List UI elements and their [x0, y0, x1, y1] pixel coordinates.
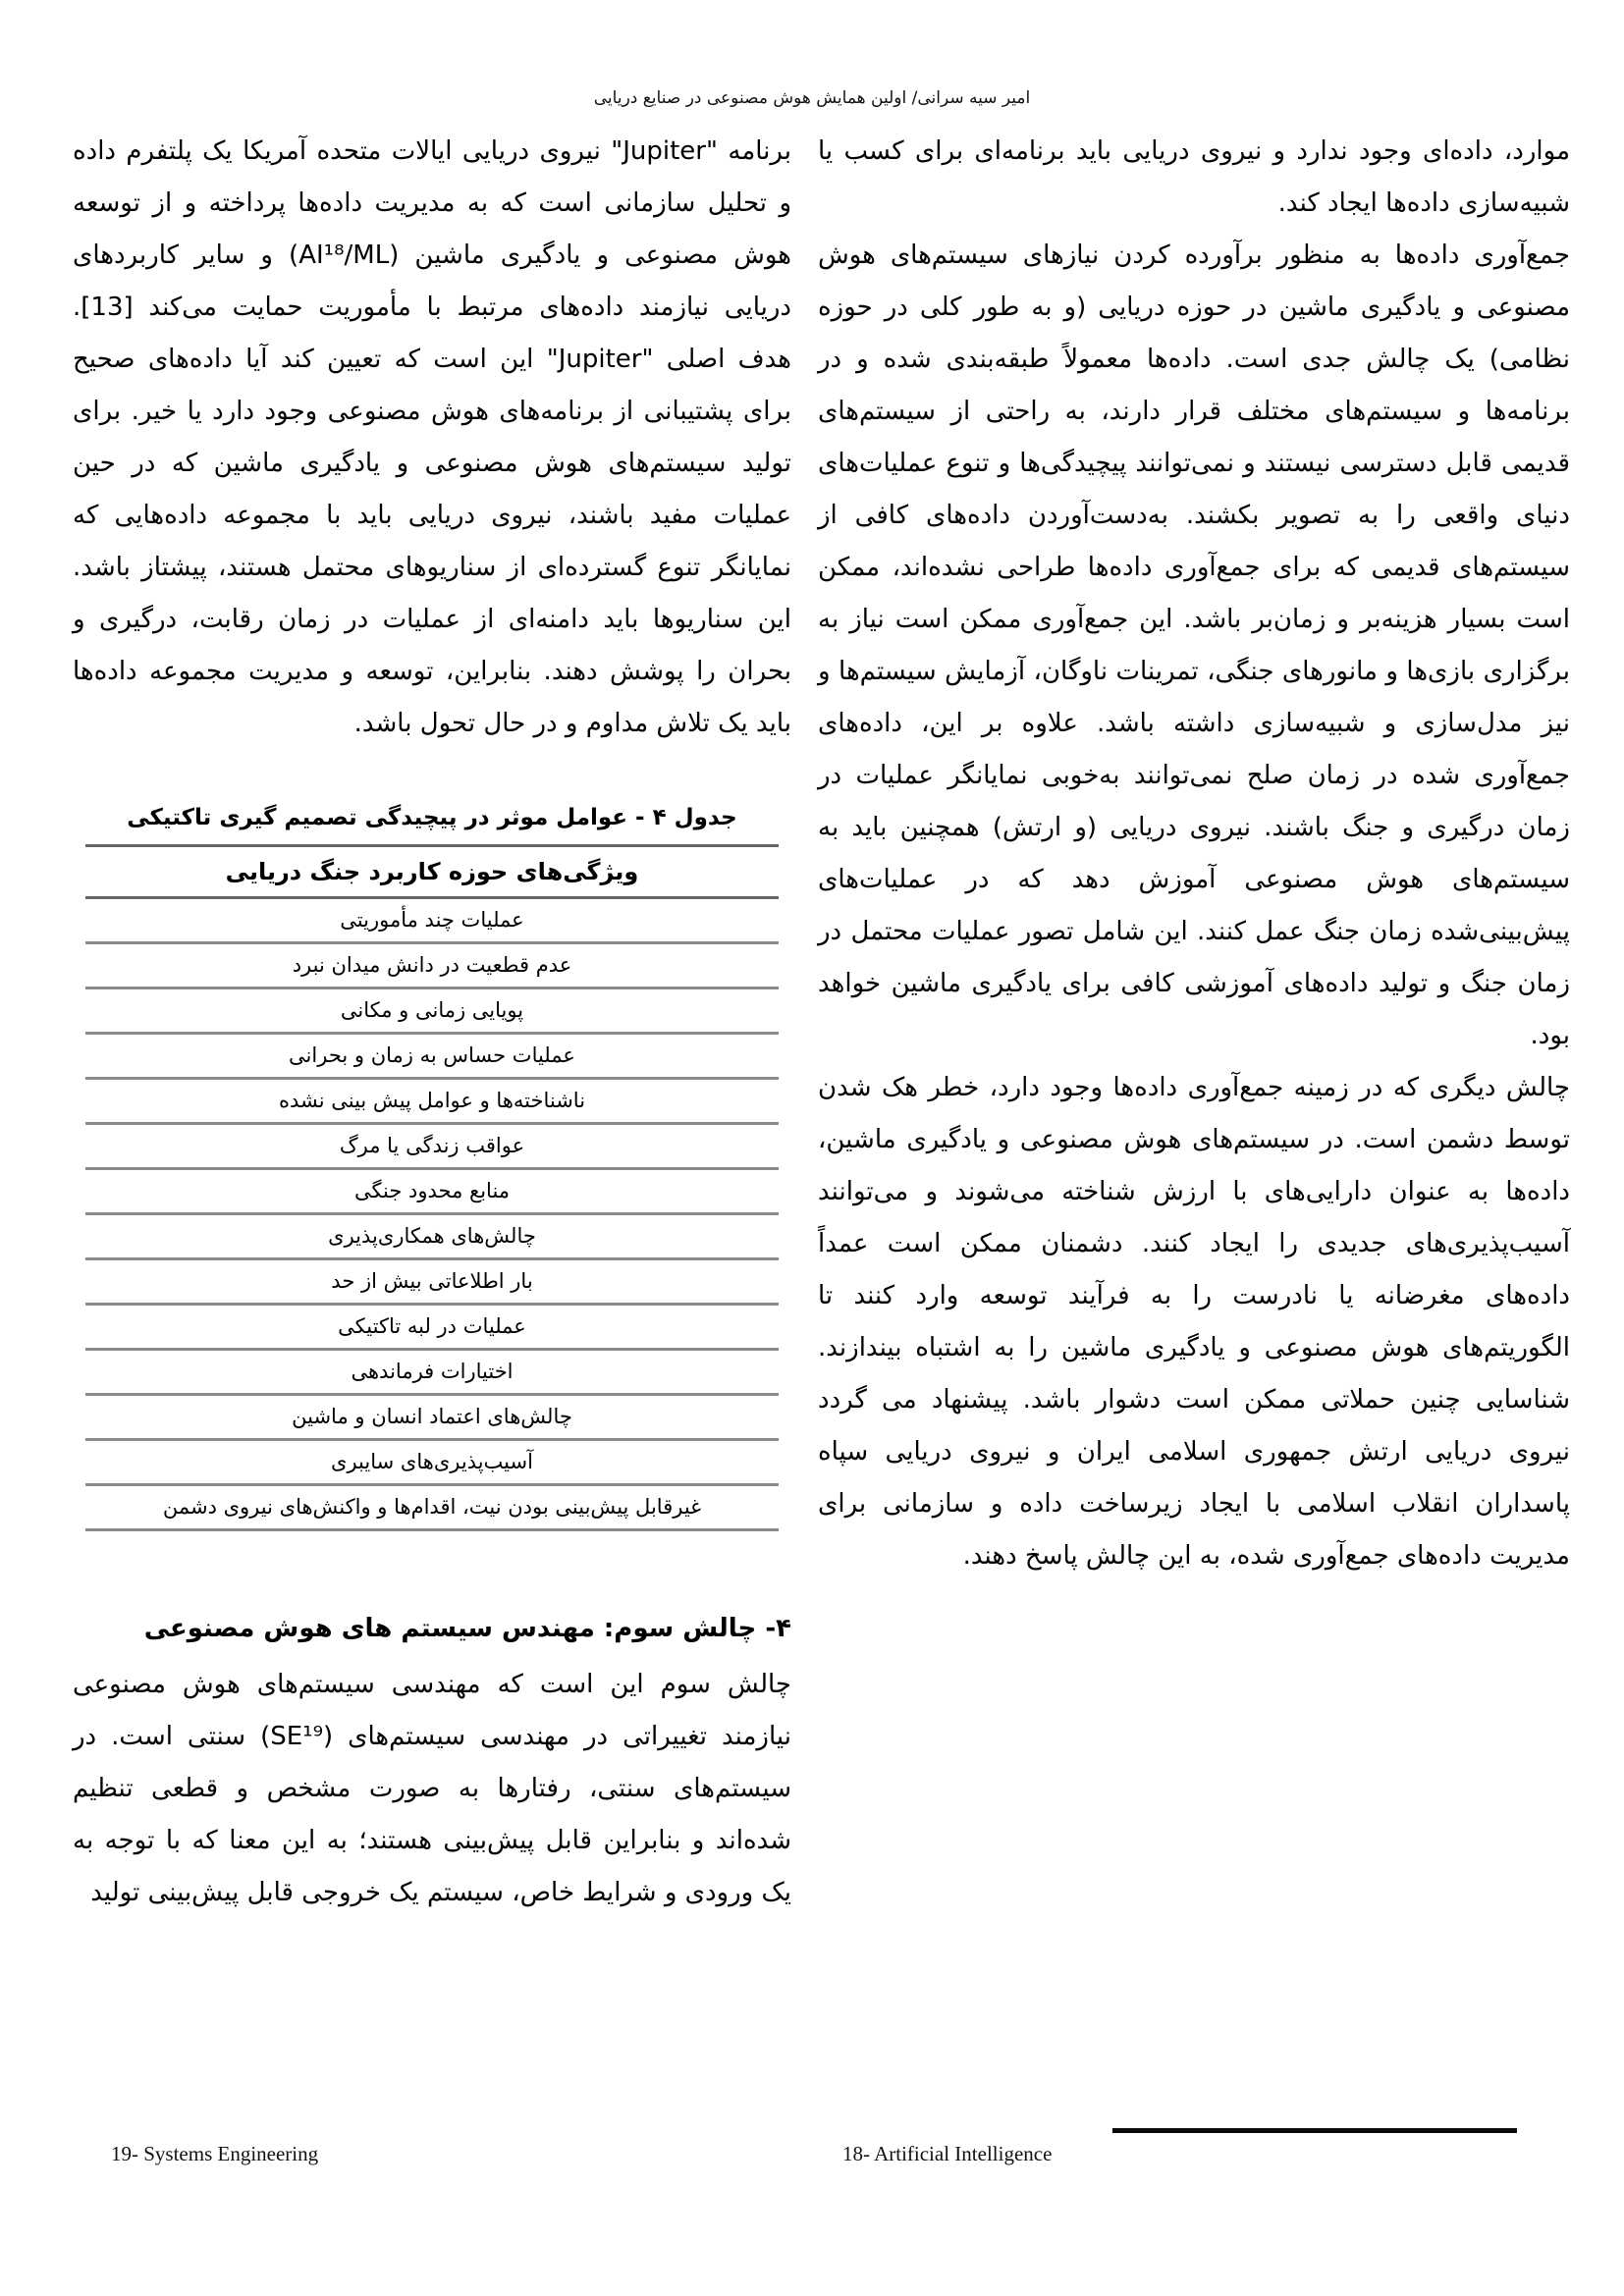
table-row: ناشناخته‌ها و عوامل پیش بینی نشده	[85, 1080, 779, 1125]
footnote-separator-rule	[1112, 2128, 1517, 2133]
table-row: منابع محدود جنگی	[85, 1170, 779, 1215]
table-row: بار اطلاعاتی بیش از حد	[85, 1260, 779, 1306]
table-row: عواقب زندگی یا مرگ	[85, 1125, 779, 1170]
table-row: اختیارات فرماندهی	[85, 1351, 779, 1396]
section-heading: ۴- چالش سوم: مهندس سیستم های هوش مصنوعی	[143, 1614, 791, 1643]
table-row: عملیات چند مأموریتی	[85, 899, 779, 944]
table-row: عدم قطعیت در دانش میدان نبرد	[85, 944, 779, 989]
table-row: چالش‌های اعتماد انسان و ماشین	[85, 1396, 779, 1441]
right-column	[818, 126, 1570, 1582]
running-header: امیر سیه سرانی/ اولین همایش هوش مصنوعی در صنایع دریایی	[593, 88, 1031, 108]
table	[85, 844, 779, 1531]
paragraph: جمع‌آوری داده‌ها به منظور برآورده کردن نیازهای سیستم‌های هوش مصنوعی و یادگیری ماشین در حوزه دریایی (و به طور کلی در حوزه نظامی) یک چالش جدی است. داده‌ها معمولاً طبقه‌بندی شده و در برنامه‌ها و سیستم‌های مختلف قرار دارند، به راحتی از سیستم‌های قدیمی قابل دسترسی نیستند و نمی‌توانند پیچیدگی‌ها و تنوع عملیات‌های دنیای واقعی را به تصویر بکشند. به‌دست‌آوردن داده‌های کافی از سیستم‌های قدیمی که برای جمع‌آوری داده‌ها طراحی نشده‌اند، ممکن است بسیار هزینه‌بر و زمان‌بر باشد. این جمع‌آوری ممکن است نیاز به برگزاری بازی‌ها و مانورهای جنگی، تمرینات ناوگان، آزمایش سیستم‌ها و نیز مدل‌سازی و شبیه‌سازی داشته باشد. علاوه بر این، داده‌های جمع‌آوری شده در زمان صلح نمی‌توانند به‌خوبی نمایانگر عملیات در زمان درگیری و جنگ باشند. نیروی دریایی (و ارتش) همچنین باید به سیستم‌های هوش مصنوعی آموزش دهد که در عملیات‌های پیش‌بینی‌شده زمان جنگ عمل کنند. این شامل تصور عملیات محتمل در زمان جنگ و تولید داده‌های آموزشی کافی برای یادگیری ماشین خواهد بود.	[818, 240, 1570, 1050]
footnote-19: 19- Systems Engineering	[111, 2142, 319, 2165]
paragraph: چالش دیگری که در زمینه جمع‌آوری داده‌ها وجود دارد، خطر هک شدن توسط دشمن است. در سیستم‌های هوش مصنوعی و یادگیری ماشین، داده‌ها به عنوان دارایی‌های با ارزش شناخته می‌شوند و می‌توانند آسیب‌پذیری‌های جدیدی را ایجاد کنند. دشمنان ممکن است عمداً داده‌های مغرضانه یا نادرست را به فرآیند توسعه وارد کنند تا الگوریتم‌های هوش مصنوعی و یادگیری ماشین را به اشتباه بیندازند. شناسایی چنین حملاتی ممکن است دشوار باشد. پیشنهاد می گردد نیروی دریایی ارتش جمهوری اسلامی ایران و نیروی دریایی سپاه پاسداران انقلاب اسلامی با ایجاد زیرساخت داده و سازمانی برای مدیریت داده‌های جمع‌آوری شده، به این چالش پاسخ دهند.	[818, 1073, 1570, 1571]
left-column	[73, 126, 791, 1919]
footnote-18: 18- Artificial Intelligence	[842, 2142, 1053, 2165]
table-row: عملیات در لبه تاکتیکی	[85, 1306, 779, 1351]
table-row: پویایی زمانی و مکانی	[85, 989, 779, 1035]
table-header: ویژگی‌های حوزه کاربرد جنگ دریایی	[85, 847, 779, 899]
paragraph: چالش سوم این است که مهندسی سیستم‌های هوش مصنوعی نیازمند تغییراتی در مهندسی سیستم‌های (SE¹⁹) سنتی است. در سیستم‌های سنتی، رفتارها به صورت مشخص و قطعی تنظیم شده‌اند و بنابراین قابل پیش‌بینی هستند؛ به این معنا که با توجه به یک ورودی و شرایط خاص، سیستم یک خروجی قابل پیش‌بینی تولید	[73, 1670, 791, 1907]
table-row: آسیب‌پذیری‌های سایبری	[85, 1441, 779, 1486]
table-4	[85, 801, 779, 1531]
paragraph: موارد، داده‌ای وجود ندارد و نیروی دریایی باید برنامه‌ای برای کسب یا شبیه‌سازی داده‌ها ایجاد کند.	[818, 136, 1570, 218]
table-row: غیرقابل پیش‌بینی بودن نیت، اقدام‌ها و واکنش‌های نیروی دشمن	[85, 1486, 779, 1531]
table-row: چالش‌های همکاری‌پذیری	[85, 1215, 779, 1260]
table-row: عملیات حساس به زمان و بحرانی	[85, 1035, 779, 1080]
paragraph: برنامه "Jupiter" نیروی دریایی ایالات متحده آمریکا یک پلتفرم داده و تحلیل سازمانی است که به مدیریت داده‌ها پرداخته و از توسعه هوش مصنوعی و یادگیری ماشین (AI¹⁸/ML) و سایر کاربردهای دریایی نیازمند داده‌های مرتبط با مأموریت حمایت می‌کند [13]. هدف اصلی "Jupiter" این است که تعیین کند آیا داده‌های صحیح برای پشتیبانی از برنامه‌های هوش مصنوعی وجود دارد یا خیر. برای تولید سیستم‌های هوش مصنوعی و یادگیری ماشین که در حین عملیات مفید باشند، نیروی دریایی باید با مجموعه داده‌هایی که نمایانگر تنوع گسترده‌ای از سناریوهای محتمل هستند، پیشتاز باشد. این سناریوها باید دامنه‌ای از عملیات در زمان رقابت، درگیری و بحران را پوشش دهند. بنابراین، توسعه و مدیریت مجموعه داده‌ها باید یک تلاش مداوم و در حال تحول باشد.	[73, 136, 791, 738]
table-rows	[85, 899, 779, 1531]
table-title: جدول ۴ - عوامل موثر در پیچیدگی تصمیم گیری تاکتیکی	[127, 805, 737, 830]
